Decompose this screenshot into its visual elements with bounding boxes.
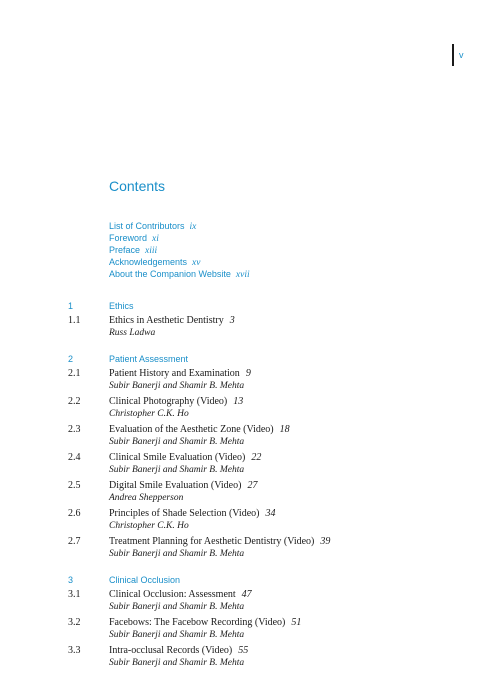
entry-authors: Russ Ladwa bbox=[109, 328, 156, 338]
entry-authors: Subir Banerji and Shamir B. Mehta bbox=[109, 549, 245, 559]
entry-number: 2.4 bbox=[68, 452, 81, 463]
chapter-section bbox=[0, 300, 500, 339]
entry-body bbox=[109, 451, 500, 476]
entry-number: 1.1 bbox=[68, 315, 81, 326]
front-matter-label[interactable]: List of Contributors bbox=[109, 221, 185, 231]
chapter-title[interactable]: Patient Assessment bbox=[109, 354, 189, 364]
entry-page: 22 bbox=[251, 452, 262, 463]
chapter-heading[interactable] bbox=[0, 353, 500, 365]
entry-authors: Subir Banerji and Shamir B. Mehta bbox=[109, 602, 245, 612]
entry-body bbox=[109, 535, 500, 560]
entry-title-line bbox=[109, 507, 500, 520]
entry-authors: Subir Banerji and Shamir B. Mehta bbox=[109, 630, 245, 640]
chapter-number: 3 bbox=[68, 575, 74, 585]
toc-entry[interactable] bbox=[0, 395, 500, 420]
entry-page: 47 bbox=[241, 589, 252, 600]
chapter-heading[interactable] bbox=[0, 300, 500, 312]
toc-entry[interactable] bbox=[0, 535, 500, 560]
entry-page: 13 bbox=[233, 396, 244, 407]
entry-number: 2.3 bbox=[68, 424, 81, 435]
front-matter-list bbox=[109, 219, 250, 279]
entry-page: 3 bbox=[229, 315, 235, 326]
front-matter-item[interactable] bbox=[109, 219, 250, 231]
entry-page: 39 bbox=[320, 536, 331, 547]
entry-body bbox=[109, 367, 500, 392]
entry-authors: Andrea Shepperson bbox=[109, 493, 184, 503]
entry-authors: Christopher C.K. Ho bbox=[109, 409, 189, 419]
entry-title[interactable]: Clinical Occlusion: Assessment bbox=[109, 589, 236, 600]
toc-entry[interactable] bbox=[0, 479, 500, 504]
toc-entry[interactable] bbox=[0, 423, 500, 448]
entry-authors: Subir Banerji and Shamir B. Mehta bbox=[109, 381, 245, 391]
chapter-title[interactable]: Clinical Occlusion bbox=[109, 575, 181, 585]
entry-title-line bbox=[109, 367, 500, 380]
front-matter-label[interactable]: About the Companion Website bbox=[109, 269, 231, 279]
chapter-title[interactable]: Ethics bbox=[109, 301, 134, 311]
entry-number: 2.5 bbox=[68, 480, 81, 491]
entry-authors: Subir Banerji and Shamir B. Mehta bbox=[109, 465, 245, 475]
entry-title-line bbox=[109, 535, 500, 548]
front-matter-page: xiii bbox=[145, 246, 158, 256]
entry-title-line bbox=[109, 395, 500, 408]
entry-title-line bbox=[109, 588, 500, 601]
entry-authors: Christopher C.K. Ho bbox=[109, 521, 189, 531]
entry-title-line bbox=[109, 451, 500, 464]
front-matter-label[interactable]: Acknowledgements bbox=[109, 257, 188, 267]
toc-entry[interactable] bbox=[0, 616, 500, 641]
entry-body bbox=[109, 314, 500, 339]
toc-entry[interactable] bbox=[0, 644, 500, 669]
front-matter-label[interactable]: Foreword bbox=[109, 233, 148, 243]
entry-title-line bbox=[109, 616, 500, 629]
entry-number: 3.1 bbox=[68, 589, 81, 600]
entry-title[interactable]: Ethics in Aesthetic Dentistry bbox=[109, 315, 224, 326]
toc-entry[interactable] bbox=[0, 507, 500, 532]
entry-page: 27 bbox=[247, 480, 258, 491]
entry-number: 2.6 bbox=[68, 508, 81, 519]
entry-title[interactable]: Principles of Shade Selection (Video) bbox=[109, 508, 260, 519]
chapter-heading[interactable] bbox=[0, 574, 500, 586]
entry-body bbox=[109, 616, 500, 641]
entry-title[interactable]: Facebows: The Facebow Recording (Video) bbox=[109, 617, 286, 628]
front-matter-item[interactable] bbox=[109, 243, 250, 255]
entry-body bbox=[109, 644, 500, 669]
chapter-section bbox=[0, 574, 500, 669]
entry-title[interactable]: Patient History and Examination bbox=[109, 368, 240, 379]
entry-title[interactable]: Intra-occlusal Records (Video) bbox=[109, 645, 233, 656]
entry-page: 9 bbox=[245, 368, 251, 379]
entry-number: 2.7 bbox=[68, 536, 81, 547]
front-matter-page: xi bbox=[152, 234, 159, 244]
front-matter-label[interactable]: Preface bbox=[109, 245, 141, 255]
entry-title-line bbox=[109, 423, 500, 436]
entry-body bbox=[109, 423, 500, 448]
entry-title[interactable]: Treatment Planning for Aesthetic Dentistry (Video) bbox=[109, 536, 315, 547]
entry-number: 2.1 bbox=[68, 368, 81, 379]
entry-page: 51 bbox=[291, 617, 302, 628]
chapter-number: 1 bbox=[68, 301, 74, 311]
entry-page: 55 bbox=[238, 645, 249, 656]
entry-body bbox=[109, 479, 500, 504]
entry-page: 18 bbox=[279, 424, 290, 435]
front-matter-item[interactable] bbox=[109, 231, 250, 243]
entry-title-line bbox=[109, 644, 500, 657]
entry-title-line bbox=[109, 314, 500, 327]
entry-page: 34 bbox=[265, 508, 276, 519]
toc-entry[interactable] bbox=[0, 451, 500, 476]
entry-number: 2.2 bbox=[68, 396, 81, 407]
page-marker-rule bbox=[452, 44, 454, 66]
toc-entry[interactable] bbox=[0, 367, 500, 392]
chapter-number: 2 bbox=[68, 354, 74, 364]
entry-title-line bbox=[109, 479, 500, 492]
entry-title[interactable]: Clinical Smile Evaluation (Video) bbox=[109, 452, 246, 463]
page-number: v bbox=[459, 50, 464, 60]
front-matter-item[interactable] bbox=[109, 255, 250, 267]
front-matter-page: xvii bbox=[235, 270, 250, 280]
contents-title: Contents bbox=[109, 178, 166, 194]
entry-title[interactable]: Clinical Photography (Video) bbox=[109, 396, 228, 407]
front-matter-page: xv bbox=[192, 258, 201, 268]
entry-title[interactable]: Evaluation of the Aesthetic Zone (Video) bbox=[109, 424, 274, 435]
entry-body bbox=[109, 507, 500, 532]
toc-entry[interactable] bbox=[0, 314, 500, 339]
front-matter-item[interactable] bbox=[109, 267, 250, 279]
entry-number: 3.2 bbox=[68, 617, 81, 628]
toc-entry[interactable] bbox=[0, 588, 500, 613]
chapter-section bbox=[0, 353, 500, 560]
entry-number: 3.3 bbox=[68, 645, 81, 656]
entry-body bbox=[109, 395, 500, 420]
entry-body bbox=[109, 588, 500, 613]
entry-title[interactable]: Digital Smile Evaluation (Video) bbox=[109, 480, 242, 491]
front-matter-page: ix bbox=[189, 222, 197, 232]
table-of-contents bbox=[0, 300, 500, 683]
entry-authors: Subir Banerji and Shamir B. Mehta bbox=[109, 658, 245, 668]
entry-authors: Subir Banerji and Shamir B. Mehta bbox=[109, 437, 245, 447]
